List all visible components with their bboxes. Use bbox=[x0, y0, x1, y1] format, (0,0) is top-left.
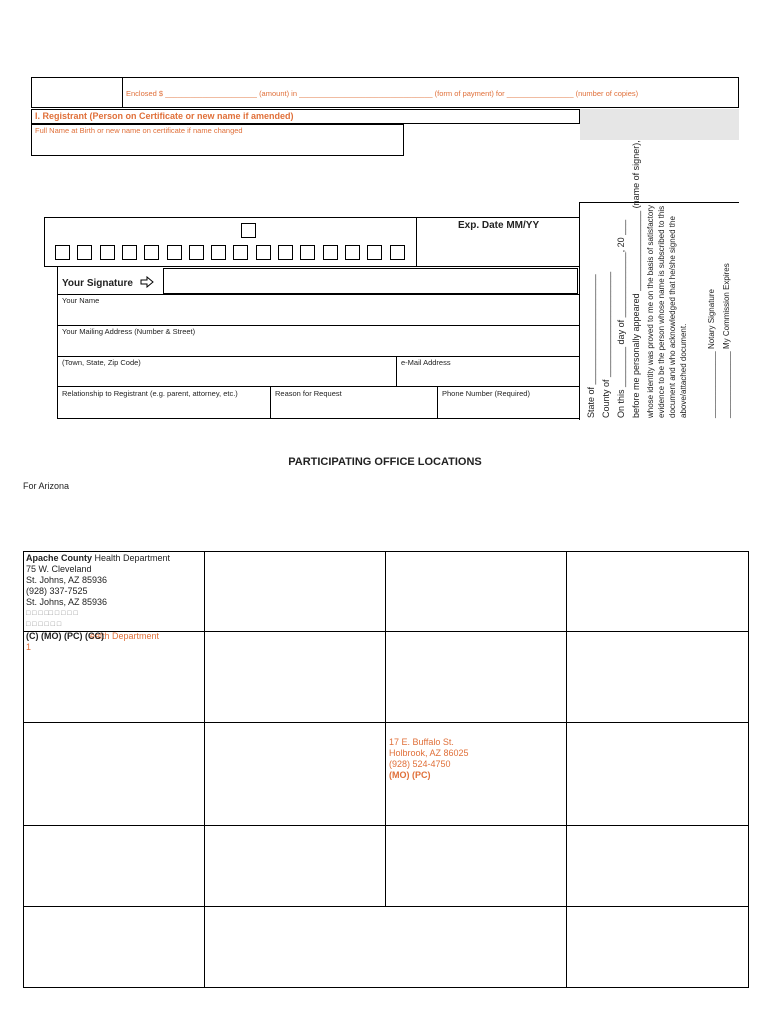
apache-phone: (928) 337-7525 bbox=[26, 586, 88, 596]
notary-line-4: above/attached document. bbox=[679, 323, 688, 418]
office-cell bbox=[385, 551, 567, 632]
notary-on-this: On this ________ day of _____________, 20 ___ bbox=[616, 219, 626, 418]
card-digit-box[interactable] bbox=[189, 245, 204, 260]
card-checkbox[interactable] bbox=[241, 223, 256, 238]
office-cell bbox=[204, 722, 386, 826]
holbrook-street: 17 E. Buffalo St. bbox=[389, 737, 454, 747]
name-field[interactable] bbox=[57, 294, 580, 326]
office-cell bbox=[385, 825, 567, 907]
card-digit-box[interactable] bbox=[278, 245, 293, 260]
phone-label: Phone Number (Required) bbox=[442, 389, 530, 398]
apache-placeholder-2: □ □ □ □ □ □ bbox=[26, 621, 62, 628]
holbrook-office bbox=[389, 737, 469, 781]
offices-title: PARTICIPATING OFFICE LOCATIONS bbox=[288, 456, 482, 468]
notary-line-1: whose identity was proved to me on the basis of satisfactory bbox=[646, 205, 655, 418]
card-digit-box[interactable] bbox=[167, 245, 182, 260]
exp-date-label: Exp. Date MM/YY bbox=[458, 220, 540, 231]
relationship-label: Relationship to Registrant (e.g. parent, attorney, etc.) bbox=[62, 389, 238, 398]
your-name-label: Your Name bbox=[62, 296, 100, 305]
notary-county: County of _____________________ bbox=[601, 271, 611, 418]
row2-overlap-text: ealth Department bbox=[90, 631, 160, 641]
enclosed-label: Enclosed $ ______________________ bbox=[126, 89, 257, 98]
notary-line-2: evidence to be the person whose name is subscribed to this bbox=[657, 205, 666, 418]
card-digit-box[interactable] bbox=[390, 245, 405, 260]
for-arizona-label: For Arizona bbox=[23, 481, 70, 491]
notary-before-me: before me personally appeared ________________ (name of signer), bbox=[631, 140, 641, 418]
reason-label: Reason for Request bbox=[275, 389, 342, 398]
apache-office-name bbox=[26, 553, 170, 564]
card-divider bbox=[416, 217, 417, 267]
apache-office-name-rest: Health Department bbox=[92, 553, 171, 563]
city-label: (Town, State, Zip Code) bbox=[62, 358, 141, 367]
address-label: Your Mailing Address (Number & Street) bbox=[62, 327, 196, 336]
card-digit-box[interactable] bbox=[256, 245, 271, 260]
card-digit-box[interactable] bbox=[345, 245, 360, 260]
card-digit-box[interactable] bbox=[122, 245, 137, 260]
holbrook-city: Holbrook, AZ 86025 bbox=[389, 748, 469, 758]
card-digit-box[interactable] bbox=[300, 245, 315, 260]
office-cell bbox=[566, 722, 749, 826]
row2-office bbox=[26, 631, 160, 653]
signature-label bbox=[62, 276, 154, 289]
holbrook-service-codes: (MO) (PC) bbox=[389, 770, 431, 780]
apache-city: St. Johns, AZ 85936 bbox=[26, 575, 108, 585]
office-cell bbox=[204, 551, 386, 632]
card-digit-box[interactable] bbox=[323, 245, 338, 260]
apache-office-name-bold: Apache County bbox=[26, 553, 93, 563]
signature-field[interactable] bbox=[163, 268, 578, 294]
row2-service-codes: (C) (MO) (PC) (CC) bbox=[26, 631, 104, 641]
commission-expires-line[interactable]: _______________ My Commission Expires bbox=[722, 263, 731, 418]
card-digit-box[interactable] bbox=[144, 245, 159, 260]
apache-county-office bbox=[26, 553, 170, 630]
number-of-copies-label: (number of copies) bbox=[575, 89, 639, 98]
arrow-right-icon bbox=[140, 276, 154, 288]
office-cell bbox=[23, 631, 205, 723]
notary-signature-line[interactable]: _______________ Notary Signature bbox=[707, 289, 716, 418]
row2-number: 1 bbox=[26, 642, 32, 652]
apache-street: 75 W. Cleveland bbox=[26, 564, 92, 574]
amount-label: (amount) in ________________________________ bbox=[259, 89, 433, 98]
notary-line-3: document and who acknowledged that he/she signed the bbox=[668, 216, 677, 418]
apache-placeholder-1: □ □ □ □□ □ □ □ □ bbox=[26, 610, 78, 617]
card-digit-box[interactable] bbox=[77, 245, 92, 260]
holbrook-phone: (928) 524-4750 bbox=[389, 759, 451, 769]
office-cell bbox=[385, 631, 567, 723]
notary-state: State of ______________________ bbox=[586, 274, 596, 418]
office-cell bbox=[566, 906, 749, 988]
payment-line bbox=[126, 89, 638, 98]
office-cell bbox=[566, 631, 749, 723]
apache-city-2: St. Johns, AZ 85936 bbox=[26, 597, 108, 607]
office-cell bbox=[23, 722, 205, 826]
card-digit-box[interactable] bbox=[211, 245, 226, 260]
card-digit-box[interactable] bbox=[233, 245, 248, 260]
email-label: e-Mail Address bbox=[401, 358, 451, 367]
signature-label-text: Your Signature bbox=[62, 278, 133, 289]
card-digit-box[interactable] bbox=[367, 245, 382, 260]
office-cell bbox=[566, 551, 749, 632]
registrant-heading: I. Registrant (Person on Certificate or new name if amended) bbox=[35, 111, 294, 121]
gray-box bbox=[580, 109, 739, 140]
office-cell-merged bbox=[204, 906, 567, 988]
office-cell bbox=[204, 631, 386, 723]
form-of-payment-label: (form of payment) for ________________ bbox=[434, 89, 574, 98]
office-cell bbox=[566, 825, 749, 907]
card-digit-box[interactable] bbox=[100, 245, 115, 260]
full-name-label: Full Name at Birth or new name on certificate if name changed bbox=[35, 126, 243, 135]
office-cell bbox=[204, 825, 386, 907]
card-digit-box[interactable] bbox=[55, 245, 70, 260]
office-cell bbox=[23, 825, 205, 907]
payment-divider bbox=[122, 77, 123, 108]
office-cell bbox=[23, 906, 205, 988]
